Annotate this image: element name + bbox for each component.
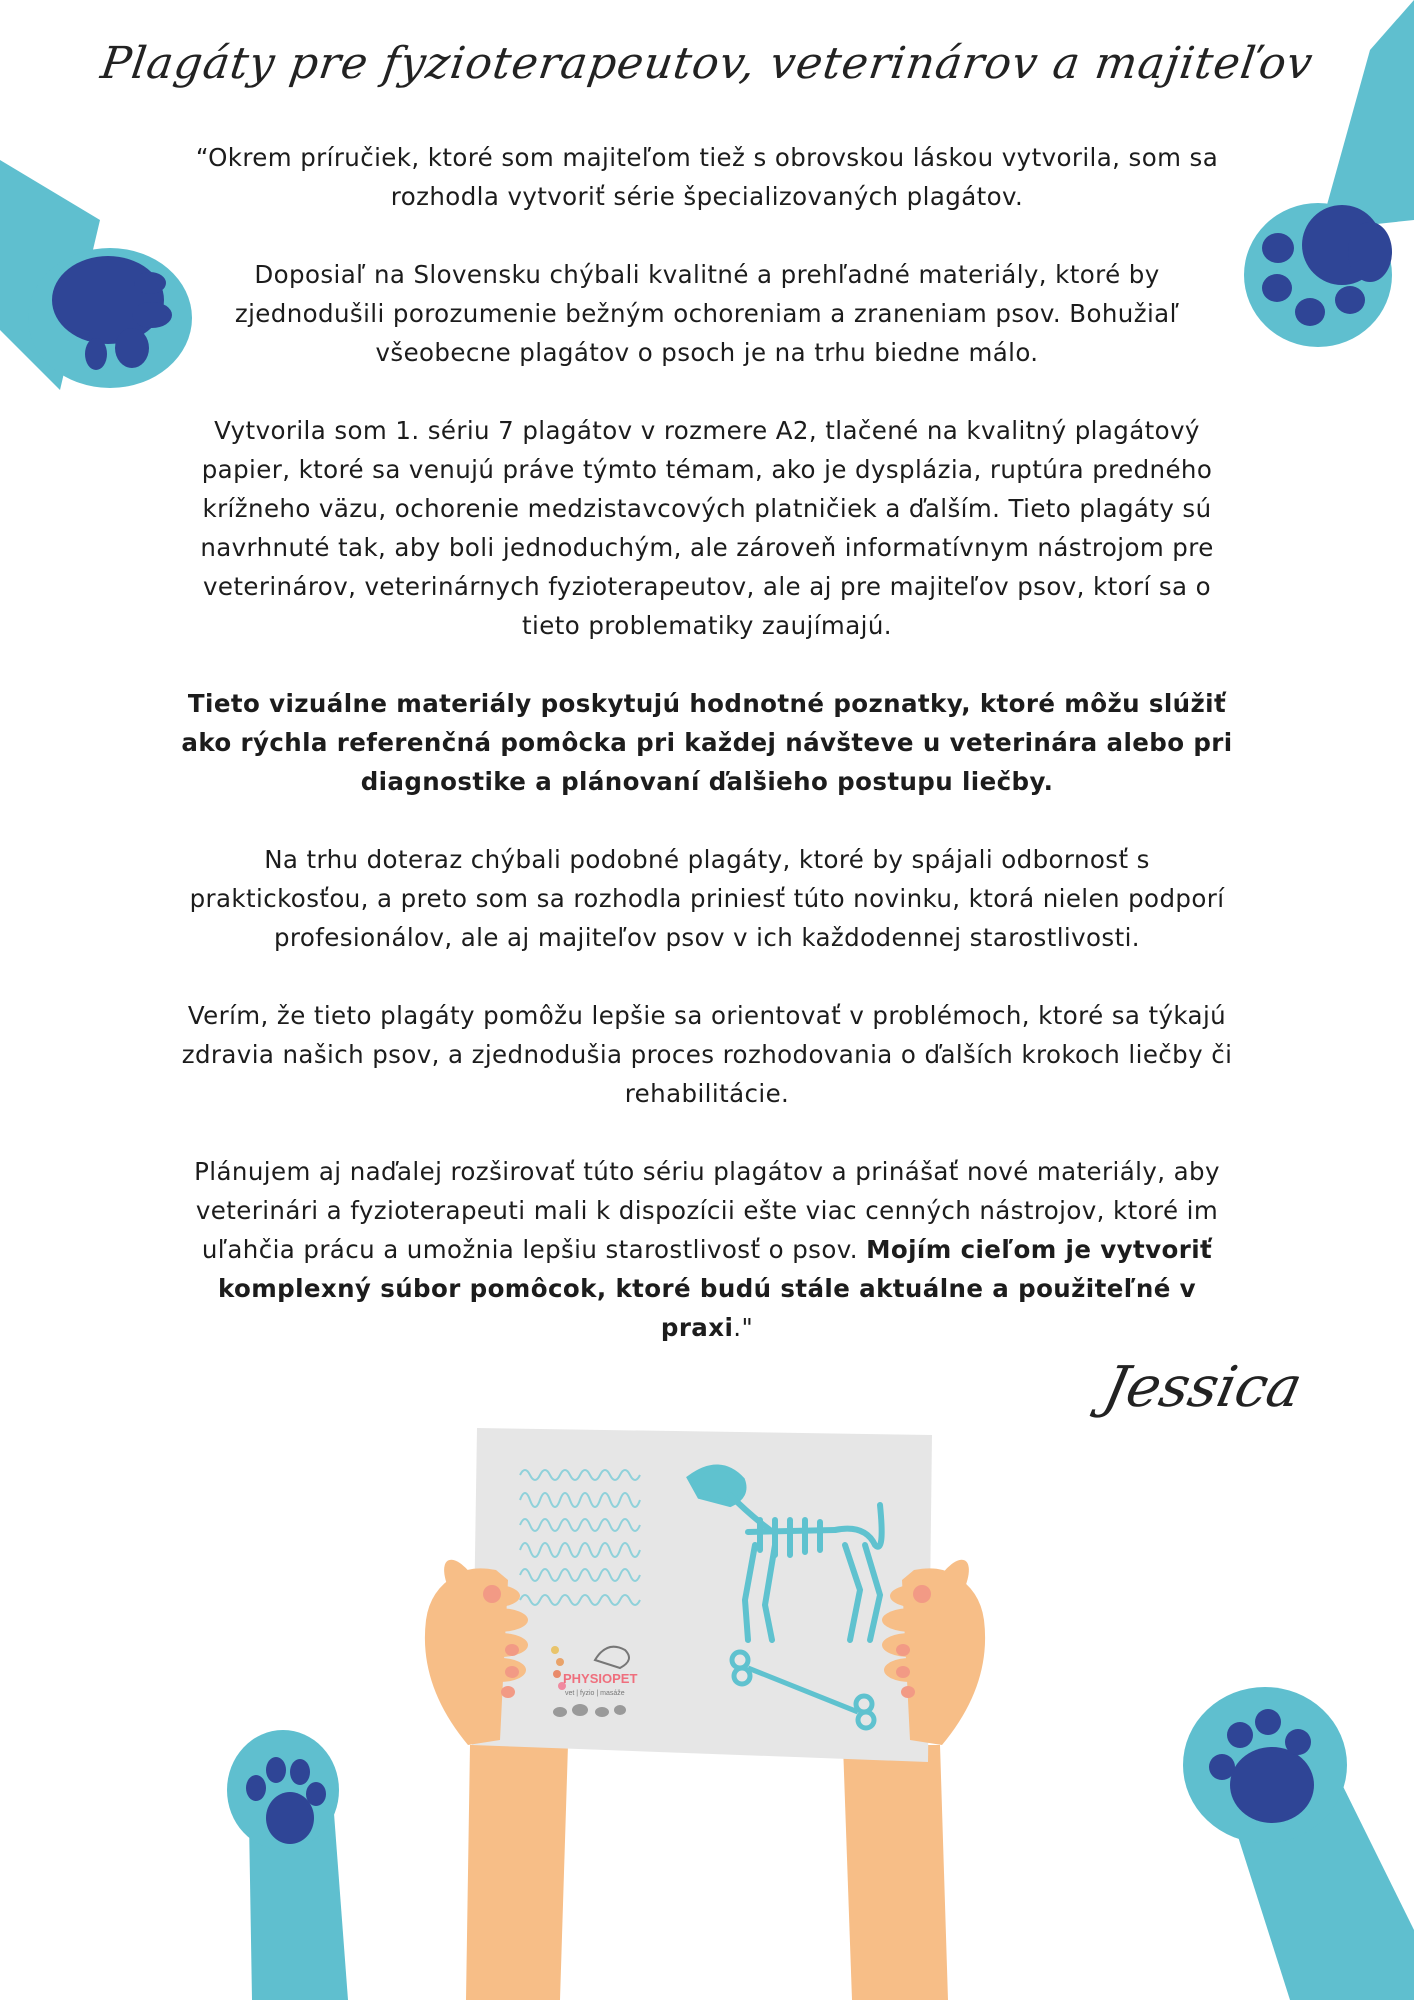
plans-text: Plánujem aj naďalej rozširovať túto sériu plagátov a prinášať nové materiály, aby veterinári a fyzioterapeuti mali k dispozícii ešte viac cenných nástrojov, ktoré im uľahčia prácu a umožnia lepšiu starostlivosť o psov. xyxy=(194,1157,1220,1264)
paragraph-poster-series: Vytvorila som 1. sériu 7 plagátov v rozmere A2, tlačené na kvalitný plagátový papier, ktoré sa venujú práve týmto témam, ako je dysplázia, ruptúra predného krížneho väzu, ochorenie medzistavcových platničiek a ďalším. Tieto plagáty sú navrhnuté tak, aby boli jednoduchým, ale zároveň informatívnym nástrojom pre veterinárov, veterinárnych fyzioterapeutov, ale aj pre majiteľov psov, ktorí sa o tieto problematiky zaujímajú. xyxy=(200,416,1214,640)
paw-bottom-left-icon xyxy=(227,1730,348,2000)
paragraph-novelty: Na trhu doteraz chýbali podobné plagáty, ktoré by spájali odbornosť s praktickosťou, a preto som sa rozhodla priniesť túto novinku, ktorá nielen podporí profesionálov, ale aj majiteľov psov v ich každodennej starostlivosti. xyxy=(189,845,1225,952)
paragraph-highlight: Tieto vizuálne materiály poskytujú hodnotné poznatky, ktoré môžu slúžiť ako rýchla referenčná pomôcka pri každej návšteve u veterinára alebo pri diagnostike a plánovaní ďalšieho postupu liečby. xyxy=(181,689,1233,796)
paw-top-left-icon xyxy=(0,160,192,390)
plans-goal-bold: Mojím cieľom je vytvoriť komplexný súbor pomôcok, ktoré budú stále aktuálne a použiteľné v praxi xyxy=(217,1235,1213,1342)
poster-illustration xyxy=(472,1428,932,1762)
logo-brand: PHYSIOPET xyxy=(563,1671,638,1686)
paragraph-missing-materials: Doposiaľ na Slovensku chýbali kvalitné a prehľadné materiály, ktoré by zjednodušili porozumenie bežným ochoreniam a zraneniam psov. Bohužiaľ všeobecne plagátov o psoch je na trhu biedne málo. xyxy=(234,260,1180,367)
plans-end: ." xyxy=(733,1313,754,1342)
arms xyxy=(466,1745,948,2000)
logo-tagline: vet | fyzio | masáže xyxy=(565,1690,625,1697)
paw-top-right-icon xyxy=(1244,0,1414,347)
paragraph-belief: Verím, že tieto plagáty pomôžu lepšie sa orientovať v problémoch, ktoré sa týkajú zdravia našich psov, a zjednodušia proces rozhodovania o ďalších krokoch liečby či rehabilitácie. xyxy=(181,1001,1233,1108)
paw-bottom-right-icon xyxy=(1183,1687,1414,2000)
paragraph-intro: “Okrem príručiek, ktoré som majiteľom tiež s obrovskou láskou vytvorila, som sa rozhodla vytvoriť série špecializovaných plagátov. xyxy=(195,143,1219,211)
page-title: Plagáty pre fyzioterapeutov, veterinárov a majiteľov xyxy=(97,38,1317,89)
signature: Jessica xyxy=(1098,1355,1308,1420)
